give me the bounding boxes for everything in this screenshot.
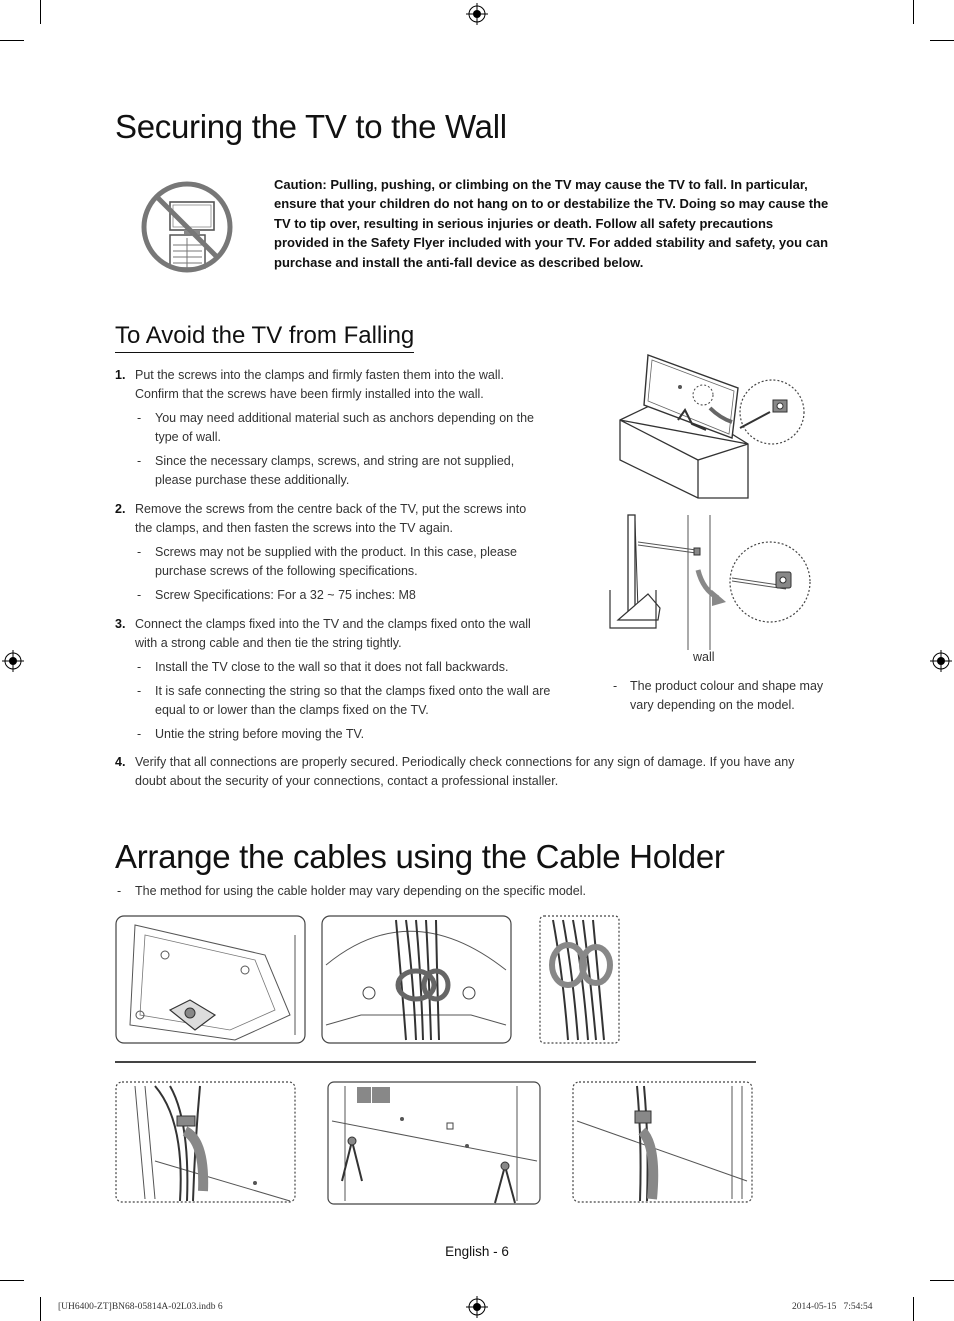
cable-holder-step-4-illustration — [115, 1081, 297, 1204]
crop-mark — [40, 1297, 41, 1321]
cable-holder-step-3-illustration — [538, 915, 622, 1045]
note-text-line: purchase screws of the following specifications. — [155, 564, 418, 579]
subsection-title-avoid-falling: To Avoid the TV from Falling — [115, 322, 414, 353]
note-text-line: It is safe connecting the string so that the clamps fixed onto the wall are — [155, 684, 551, 698]
note-text-line: vary depending on the model. — [630, 698, 795, 713]
step-number: 1. — [115, 368, 126, 382]
note-text-line: Untie the string before moving the TV. — [155, 727, 365, 741]
registration-mark-right — [930, 650, 952, 672]
crop-mark — [0, 40, 24, 41]
file-info: [UH6400-ZT]BN68-05814A-02L03.indb 6 — [58, 1302, 223, 1312]
note-text: The method for using the cable holder may vary depending on the specific model. — [135, 884, 586, 898]
step-text-line: Verify that all connections are properly secured. Periodically check connections for any sign of damage. If you have any — [135, 755, 795, 769]
registration-mark-left — [2, 650, 24, 672]
note-text-line: The product colour and shape may — [630, 679, 824, 693]
cable-holder-step-2-illustration — [321, 915, 513, 1045]
note-text-line: You may need additional material such as anchors depending on the — [155, 411, 534, 425]
registration-mark-top — [466, 3, 488, 25]
cable-holder-step-1-illustration — [115, 915, 307, 1045]
note-text-line: Screws may not be supplied with the product. In this case, please — [155, 545, 517, 559]
step-text-line: Remove the screws from the centre back of the TV, put the screws into — [135, 502, 527, 516]
registration-mark-bottom — [466, 1296, 488, 1318]
wall-cable-illustration — [608, 510, 818, 660]
wall-label: wall — [693, 650, 715, 664]
crop-mark — [0, 1280, 24, 1281]
section-title-securing: Securing the TV to the Wall — [115, 108, 507, 145]
crop-mark — [913, 1297, 914, 1321]
note-text-line: Screw Specifications: For a 32 ~ 75 inches: M8 — [155, 588, 416, 602]
step-number: 2. — [115, 502, 126, 516]
step-number: 4. — [115, 755, 126, 769]
note-text-line: Since the necessary clamps, screws, and string are not supplied, — [155, 454, 515, 468]
note-text-line: type of wall. — [155, 430, 222, 445]
section-title-cable-holder: Arrange the cables using the Cable Holder — [115, 838, 725, 875]
crop-mark — [930, 40, 954, 41]
note-text-line: Install the TV close to the wall so that it does not fall backwards. — [155, 660, 509, 674]
page-number: English - 6 — [445, 1244, 509, 1259]
tv-clamp-illustration — [610, 350, 810, 500]
step-text-line: with a strong cable and then tie the string tightly. — [135, 636, 402, 651]
divider-line — [115, 1061, 756, 1063]
step-text-line: Connect the clamps fixed into the TV and the clamps fixed onto the wall — [135, 617, 531, 631]
crop-mark — [930, 1280, 954, 1281]
cable-holder-step-6-illustration — [572, 1081, 754, 1204]
cable-holder-step-5-illustration — [327, 1081, 542, 1206]
crop-mark — [40, 0, 41, 24]
no-climbing-warning-icon — [140, 180, 235, 275]
crop-mark — [913, 0, 914, 24]
print-timestamp: 2014-05-15 7:54:54 — [792, 1302, 873, 1312]
step-text-line: doubt about the security of your connections, contact a professional installer. — [135, 774, 559, 789]
caution-text: Caution: Pulling, pushing, or climbing on the TV may cause the TV to fall. In particular, ensure that your children do not hang on to or destabilize the TV. Doing so may cause the TV to tip over, resulting in serious injuries or death. Follow all safety precautions provided in the Safety Flyer included with your TV. For added stability and safety, you can purchase and install the anti-fall device as described below. — [274, 177, 829, 270]
step-number: 3. — [115, 617, 126, 631]
note-text-line: please purchase these additionally. — [155, 473, 350, 488]
step-text-line: Put the screws into the clamps and firmly fasten them into the wall. — [135, 368, 504, 382]
step-text-line: the clamps, and then fasten the screws into the TV again. — [135, 521, 454, 536]
note-text-line: equal to or lower than the clamps fixed on the TV. — [155, 703, 429, 718]
step-text-line: Confirm that the screws have been firmly installed into the wall. — [135, 387, 484, 402]
